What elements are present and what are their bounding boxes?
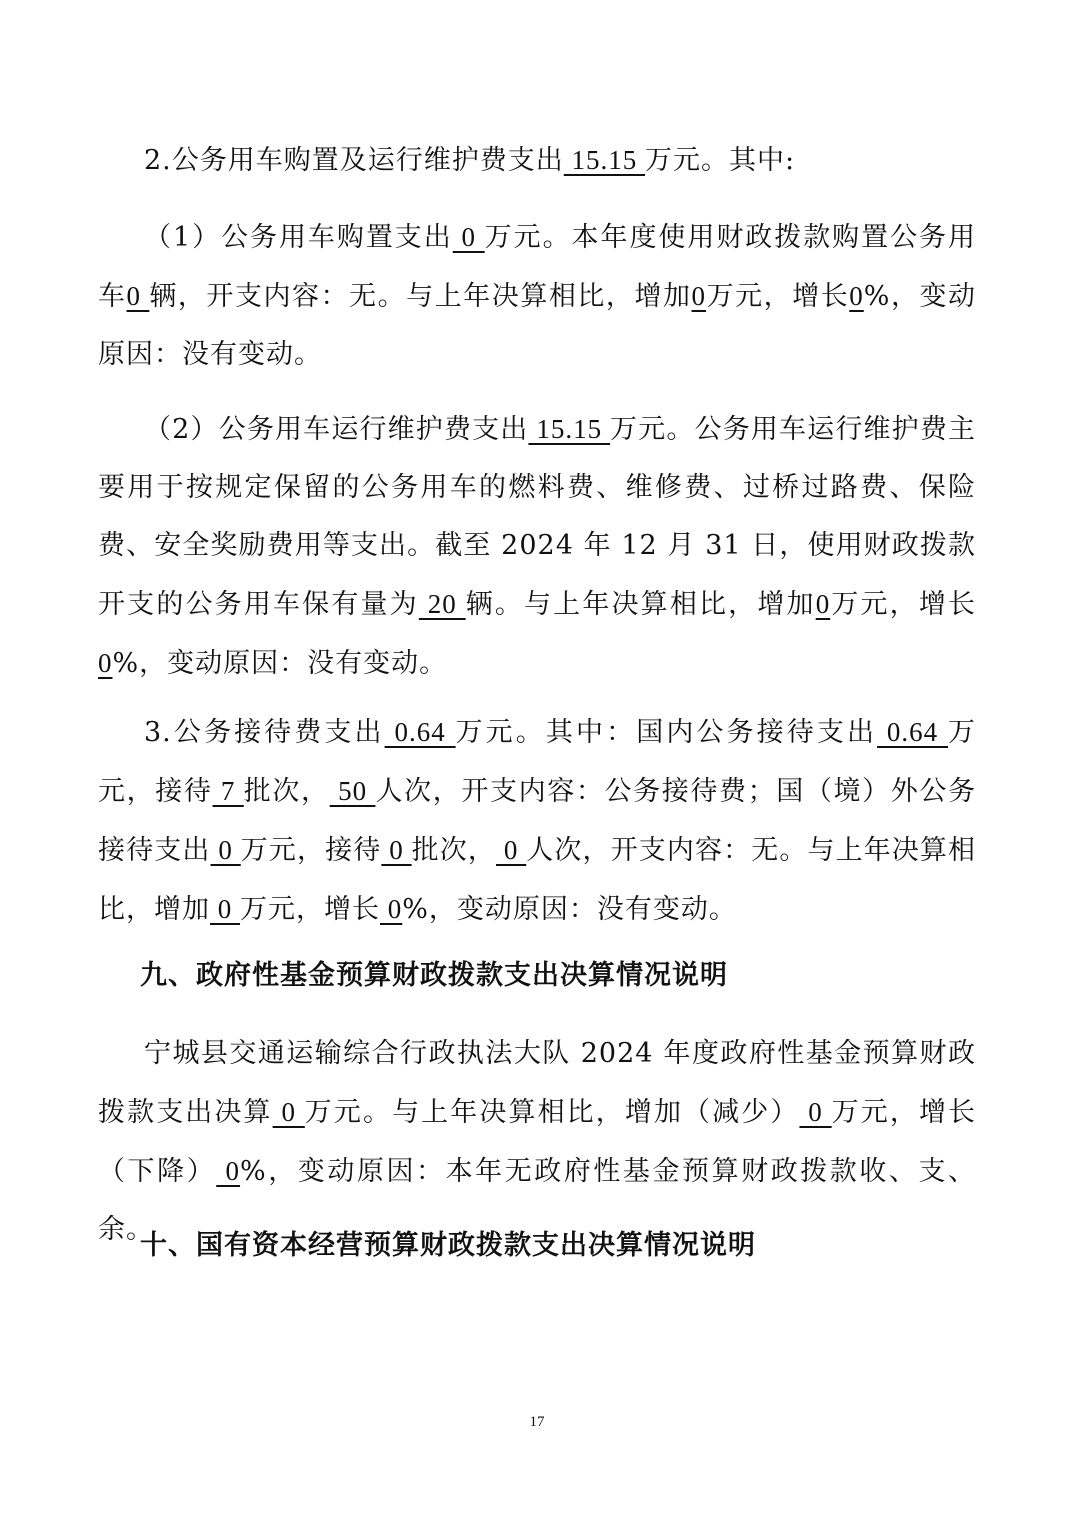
text: %，变动原因：没有变动。 <box>112 648 448 679</box>
text: 万元。其中: <box>645 145 796 176</box>
text: 万元，接待 <box>240 835 382 866</box>
value-reception-growth: 0 <box>380 894 403 924</box>
text: 辆。与上年决算相比，增加 <box>465 589 816 620</box>
value-purchase-increase: 0 <box>691 281 707 311</box>
text: 万元。本年度使用财政拨款购置公务用车 <box>98 222 977 312</box>
value-vehicle-count: 20 <box>418 589 466 619</box>
text: 万元，增长 <box>240 894 380 925</box>
text: %，变动原因：没有变动。 <box>402 894 737 925</box>
section-heading-9: 九、政府性基金预算财政拨款支出决算情况说明 <box>140 960 728 991</box>
page-number: 17 <box>529 1414 545 1430</box>
value-fund-growth: 0 <box>216 1156 241 1186</box>
value-maintenance-increase: 0 <box>815 589 831 619</box>
value-domestic-reception: 0.64 <box>877 717 949 747</box>
value-foreign-batches: 0 <box>381 835 412 865</box>
text: %，变动原因：本年无政府性基金预算财政拨款收、支、余。 <box>98 1156 977 1245</box>
value-domestic-batches: 7 <box>212 776 244 806</box>
paragraph-vehicle-total <box>98 131 976 190</box>
value-maintenance-growth: 0 <box>98 648 113 678</box>
value-reception-total: 0.64 <box>384 717 456 747</box>
value-foreign-reception: 0 <box>210 835 241 865</box>
section-heading-10: 十、国有资本经营预算财政拨款支出决算情况说明 <box>140 1230 756 1261</box>
value-purchase-count: 0 <box>126 281 150 311</box>
text: 批次， <box>411 835 496 866</box>
value-fund-amount: 0 <box>272 1097 305 1127</box>
text: %，变动原因：没有变动。 <box>98 281 977 370</box>
value-purchase-growth: 0 <box>849 281 864 311</box>
text: 辆，开支内容：无。与上年决算相比，增加 <box>149 281 692 312</box>
text: 批次， <box>243 776 330 807</box>
text: 万元，接待 <box>98 717 977 807</box>
text: 万元，增长 <box>830 589 977 620</box>
paragraph-reception <box>98 703 976 939</box>
value-reception-increase: 0 <box>210 894 240 924</box>
value-purchase-amount: 0 <box>452 222 485 252</box>
text: （2）公务用车运行维护费支出 <box>144 414 529 445</box>
text: 万元，增长 <box>706 281 850 312</box>
text: 人次，开支内容：无。与上年决算相比，增加 <box>98 835 977 925</box>
text: 3.公务接待费支出 <box>144 717 385 748</box>
paragraph-vehicle-maintenance <box>98 400 976 693</box>
text: 万元。公务用车运行维护费主要用于按规定保留的公务用车的燃料费、维修费、过桥过路费、保险费、安全奖励费用等支出。截至 2024 年 12 月 31 日，使用财政拨款开支的公务用车保有量为 <box>98 414 977 620</box>
text: 宁城县交通运输综合行政执法大队 2024 年度政府性基金预算财政拨款支出决算 <box>98 1038 976 1128</box>
text: 万元。其中：国内公务接待支出 <box>455 717 878 748</box>
value-fund-increase: 0 <box>799 1097 832 1127</box>
text: （1）公务用车购置支出 <box>144 222 453 253</box>
value-domestic-persons: 50 <box>329 776 376 806</box>
paragraph-vehicle-purchase <box>98 208 976 384</box>
text: 2.公务用车购置及运行维护费支出 <box>144 145 564 176</box>
value-vehicle-total: 15.15 <box>563 145 646 175</box>
text: 万元，增长（下降） <box>98 1097 977 1187</box>
value-maintenance-amount: 15.15 <box>528 414 611 444</box>
text: 万元。与上年决算相比，增加（减少） <box>304 1097 800 1128</box>
value-foreign-persons: 0 <box>495 835 527 865</box>
text: 人次，开支内容：公务接待费；国（境）外公务接待支出 <box>98 776 977 866</box>
paragraph-government-fund <box>98 1025 976 1259</box>
